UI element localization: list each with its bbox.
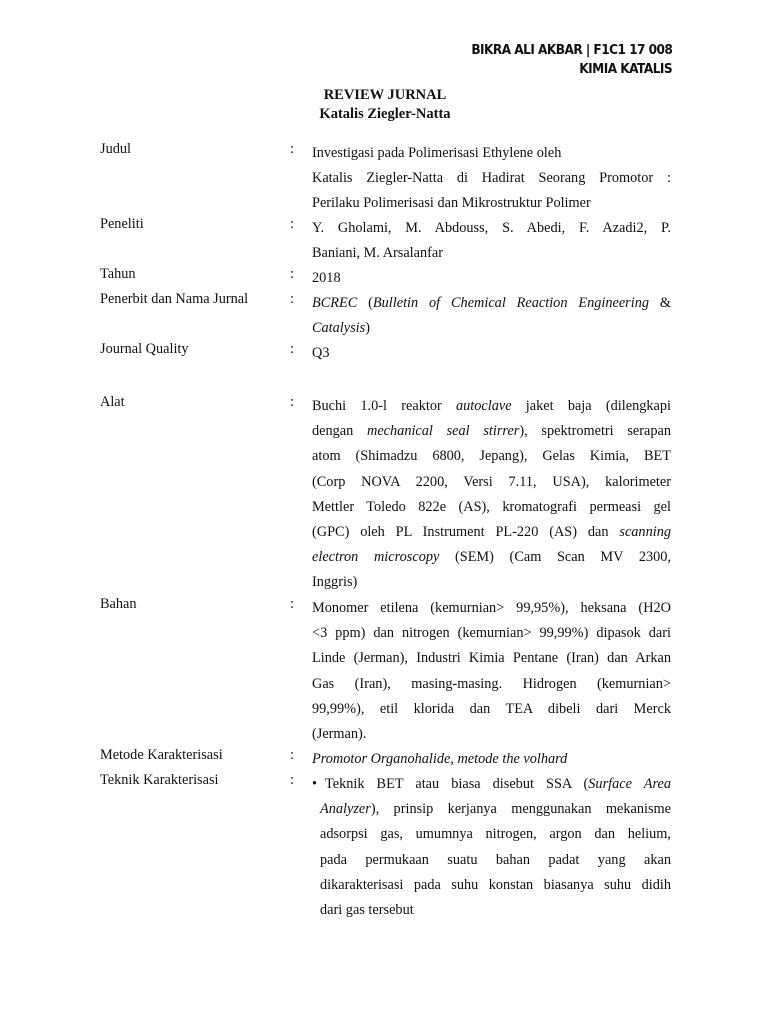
field-label-bahan: Bahan	[100, 596, 137, 612]
field-label-teknik: Teknik Karakterisasi	[100, 772, 219, 788]
field-value-bahan: Monomer etilena (kemurnian> 99,95%), heksana (H2O <3 ppm) dan nitrogen (kemurnian> 99,99%) dipasok dari Linde (Jerman), Industri Kimia Pentane (Iran) dan Arkan Gas (Iran), masing-masing. Hidrogen (kemurnian> 99,99%), etil klorida dan TEA dibeli dari Merck (Jerman).	[312, 600, 671, 743]
bullet-icon: •	[312, 776, 318, 792]
field-label-quality: Journal Quality	[100, 341, 189, 357]
colon: :	[290, 596, 294, 612]
peneliti-line-2: Baniani, M. Arsalanfar	[312, 245, 444, 262]
colon: :	[290, 141, 294, 157]
quality-value: Q3	[312, 345, 330, 361]
colon: :	[290, 266, 294, 282]
colon: :	[290, 394, 294, 410]
field-value-alat: Buchi 1.0-l reaktor autoclave jaket baja (dilengkapi dengan mechanical seal stirrer), spektrometri serapan atom (Shimadzu 6800, Jepang), Gelas Kimia, BET (Corp NOVA 2200, Versi 7.11, USA), kalorimeter Mettler Toledo 822e (AS), kromatografi permeasi gel (GPC) oleh PL Instrument PL-220 (AS) dan scanning electron microscopy (SEM) (Cam Scan MV 2300, Inggris)	[312, 398, 672, 591]
header-course: KIMIA KATALIS	[579, 61, 672, 77]
judul-line-3: Perilaku Polimerisasi dan Mikrostruktur Polimer	[312, 195, 591, 212]
colon: :	[290, 291, 294, 307]
colon: :	[290, 216, 294, 232]
field-label-peneliti: Peneliti	[100, 216, 144, 232]
document-title: REVIEW JURNAL	[323, 87, 447, 103]
field-value-quality	[312, 341, 671, 366]
field-value-peneliti	[312, 216, 671, 266]
tahun-value: 2018	[312, 270, 341, 286]
field-label-judul: Judul	[100, 141, 131, 157]
colon: :	[290, 772, 294, 788]
metode-value: Promotor Organohalide, metode the volhard	[312, 751, 568, 767]
journal-name-cont: Catalysis	[312, 320, 366, 337]
teknik-bullet-item: • Teknik BET atau biasa disebut SSA (Surface Area Analyzer), prinsip kerjanya menggunakan mekanisme adsorpsi gas, umumnya nitrogen, argon dan helium, pada permukaan suatu bahan padat yang akan dikarakterisasi pada suhu konstan biasanya suhu didih dari gas tersebut	[312, 772, 671, 923]
field-value-judul	[312, 141, 671, 217]
judul-line-2: Katalis Ziegler-Natta di Hadirat Seorang Promotor :	[312, 170, 671, 187]
journal-acronym: BCREC	[312, 295, 358, 311]
field-value-penerbit: BCREC (Bulletin of Chemical Reaction Engineering & Catalysis)	[312, 295, 671, 337]
judul-line-1: Investigasi pada Polimerisasi Ethylene oleh	[312, 145, 562, 161]
field-value-metode	[312, 747, 671, 772]
field-label-tahun: Tahun	[100, 266, 136, 282]
field-label-alat: Alat	[100, 394, 125, 410]
colon: :	[290, 341, 294, 357]
header-author: BIKRA ALI AKBAR | F1C1 17 008	[470, 42, 672, 58]
peneliti-line-1: Y. Gholami, M. Abdouss, S. Abedi, F. Azadi2, P.	[312, 220, 671, 236]
field-label-metode: Metode Karakterisasi	[100, 747, 223, 763]
field-value-tahun	[312, 266, 671, 291]
field-label-penerbit: Penerbit dan Nama Jurnal	[100, 291, 249, 307]
journal-name: Bulletin of Chemical Reaction Engineering	[372, 295, 650, 311]
colon: :	[290, 747, 294, 763]
document-subtitle: Katalis Ziegler-Natta	[319, 106, 451, 122]
